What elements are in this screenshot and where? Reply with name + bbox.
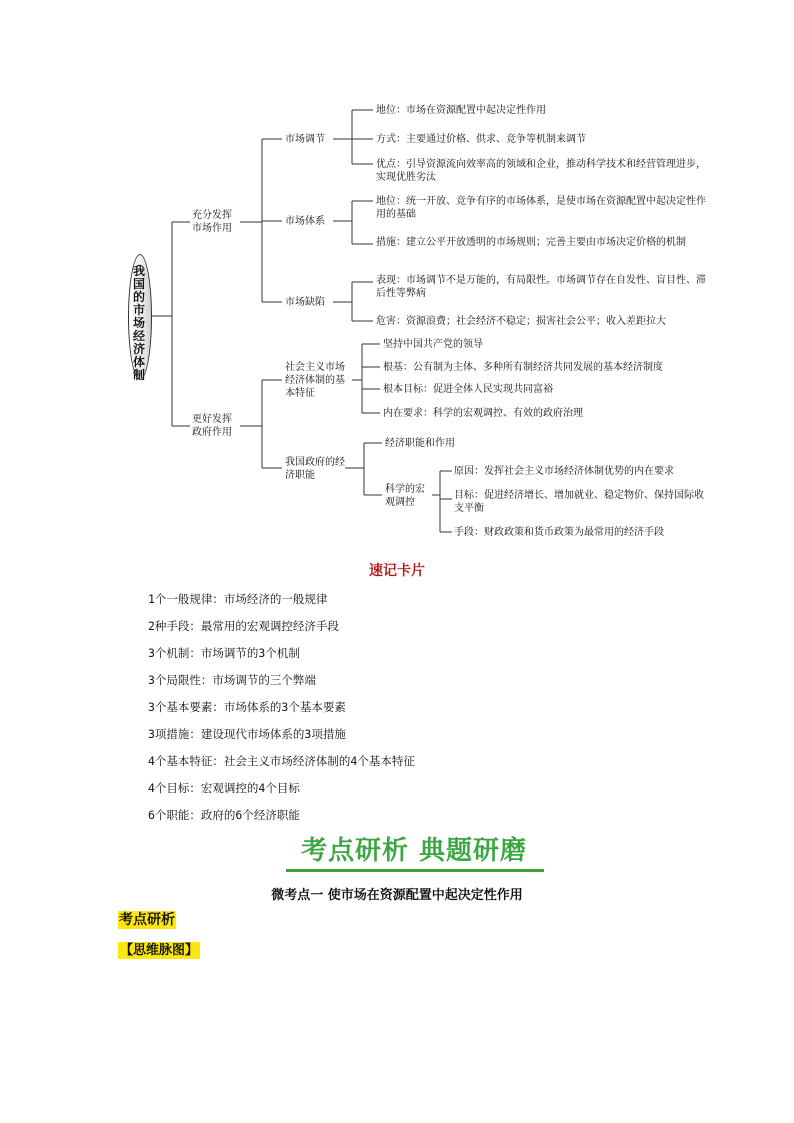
mindmap-tag: 【思维脉图】 [120,943,199,958]
section-banner-underline [286,869,544,872]
quick-card-item: 3项措施：建设现代市场体系的3项措施 [148,727,346,741]
leaf-system-measures: 措施：建立公平开放透明的市场规则；完善主要由市场决定价格的机制 [376,237,686,248]
node-market-regulation: 市场调节 [285,134,325,145]
leaf-regulation-method: 方式：主要通过价格、供求、竞争等机制来调节 [376,134,586,145]
leaf-feature-requirement: 内在要求：科学的宏观调控、有效的政府治理 [383,408,583,419]
node-macro-control: 科学的宏观调控 [385,484,425,508]
section-banner-text: 考点研析 典题研磨 [300,836,528,866]
section-banner [280,834,548,870]
leaf-regulation-status: 地位：市场在资源配置中起决定性作用 [376,105,546,116]
leaf-system-status: 地位：统一开放、竞争有序的市场体系，是使市场在资源配置中起决定性作用的基础 [376,196,706,220]
leaf-feature-leadership: 坚持中国共产党的领导 [383,339,483,350]
leaf-feature-foundation: 根基：公有制为主体、多种所有制经济共同发展的基本经济制度 [383,362,663,373]
leaf-macro-reason: 原因：发挥社会主义市场经济体制优势的内在要求 [454,466,674,477]
quick-cards-title: 速记卡片 [369,563,425,579]
node-gov-functions: 我国政府的经济职能 [285,457,345,481]
quick-card-item: 3个局限性：市场调节的三个弊端 [148,673,316,687]
leaf-feature-goal: 根本目标：促进全体人民实现共同富裕 [383,384,553,395]
quick-card-item: 2种手段：最常用的宏观调控经济手段 [148,619,339,633]
leaf-failure-performance: 表现：市场调节不是万能的，有局限性。市场调节存在自发性、盲目性、滞后性等弊病 [376,275,706,299]
analysis-heading: 考点研析 [119,912,175,928]
quick-card-item: 1个一般规律：市场经济的一般规律 [148,592,328,606]
leaf-economic-functions: 经济职能和作用 [385,438,455,449]
branch-market-role: 充分发挥市场作用 [192,210,232,234]
quick-card-item: 4个目标：宏观调控的4个目标 [148,781,300,795]
quick-card-item: 3个基本要素：市场体系的3个基本要素 [148,700,346,714]
leaf-macro-means: 手段：财政政策和货币政策为最常用的经济手段 [454,527,664,538]
leaf-regulation-advantage: 优点：引导资源流向效率高的领域和企业，推动科学技术和经营管理进步，实现优胜劣汰 [376,159,706,183]
node-socialist-features: 社会主义市场经济体制的基本特征 [285,362,345,399]
quick-card-item: 3个机制：市场调节的3个机制 [148,646,300,660]
leaf-failure-harm: 危害：资源浪费；社会经济不稳定；损害社会公平；收入差距拉大 [376,316,666,327]
branch-government-role: 更好发挥政府作用 [192,414,232,438]
quick-card-item: 6个职能：政府的6个经济职能 [148,808,300,822]
mindmap-root: 我国的市场经济体制 [132,264,145,382]
node-market-failure: 市场缺陷 [285,297,325,308]
node-market-system: 市场体系 [285,216,325,227]
micro-point-title: 微考点一 使市场在资源配置中起决定性作用 [271,888,523,903]
leaf-macro-goal: 目标：促进经济增长、增加就业、稳定物价、保持国际收支平衡 [454,490,704,514]
quick-card-item: 4个基本特征：社会主义市场经济体制的4个基本特征 [148,754,415,768]
